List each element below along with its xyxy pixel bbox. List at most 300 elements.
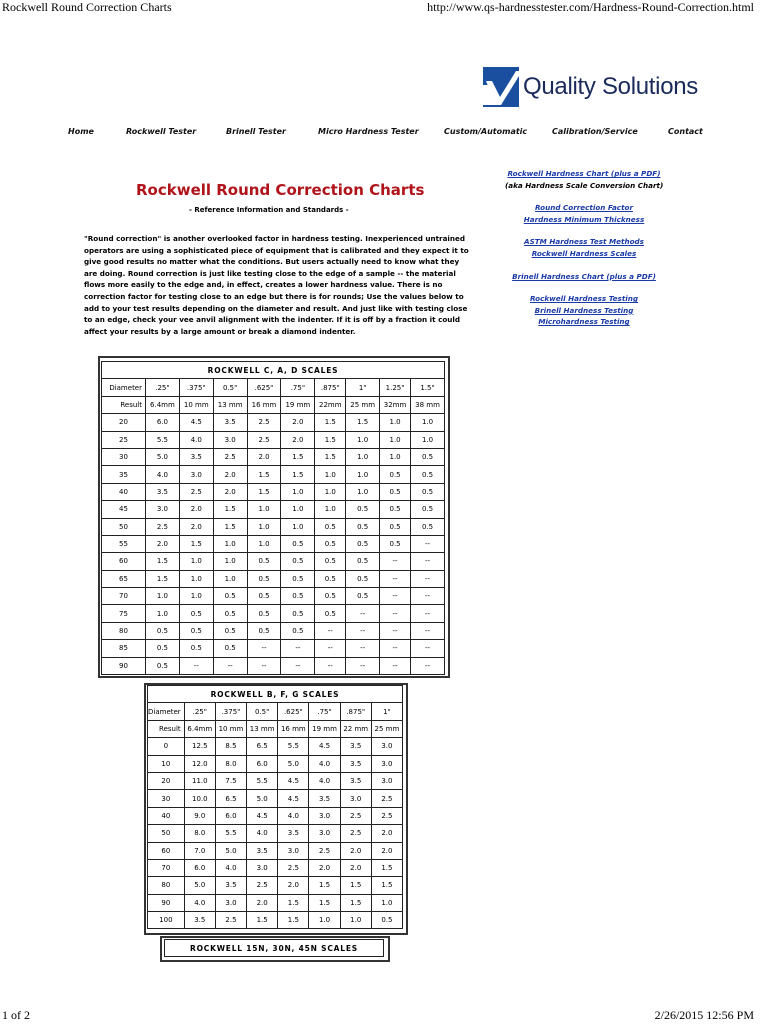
result-value-cell: 40: [102, 483, 146, 500]
nav-micro-hardness-tester[interactable]: Micro Hardness Tester: [318, 127, 419, 136]
correction-value-cell: 1.5: [281, 448, 315, 465]
diameter-header-cell: .75": [281, 379, 315, 396]
correction-value-cell: 0.5: [146, 657, 180, 674]
correction-value-cell: 6.0: [146, 414, 180, 431]
correction-value-cell: 0.5: [411, 518, 445, 535]
correction-value-cell: 0.5: [146, 640, 180, 657]
correction-value-cell: 2.5: [371, 807, 402, 824]
correction-value-cell: 1.0: [371, 894, 402, 911]
correction-value-cell: 3.5: [213, 414, 247, 431]
correction-value-cell: 3.0: [179, 466, 213, 483]
correction-value-cell: 0.5: [315, 535, 346, 552]
result-value-cell: 70: [102, 588, 146, 605]
correction-value-cell: 1.0: [315, 501, 346, 518]
correction-value-cell: 0.5: [213, 640, 247, 657]
correction-value-cell: 9.0: [184, 807, 215, 824]
related-links: [505, 168, 663, 328]
correction-value-cell: --: [380, 657, 411, 674]
result-value-cell: 50: [102, 518, 146, 535]
result-value-cell: 20: [102, 414, 146, 431]
correction-value-cell: 3.5: [340, 755, 371, 772]
result-value-cell: 55: [102, 535, 146, 552]
table-title-row: [102, 362, 445, 379]
correction-value-cell: 5.5: [278, 738, 309, 755]
diameter-header-cell: .625": [278, 703, 309, 720]
table-row: [102, 570, 445, 587]
table-row: [102, 622, 445, 639]
correction-value-cell: 3.0: [340, 790, 371, 807]
brand-logo[interactable]: [483, 67, 713, 109]
correction-value-cell: 1.0: [179, 588, 213, 605]
correction-value-cell: 1.0: [213, 535, 247, 552]
correction-value-cell: 2.0: [371, 842, 402, 859]
correction-value-cell: 6.0: [247, 755, 278, 772]
correction-value-cell: 0.5: [411, 501, 445, 518]
correction-value-cell: 4.0: [179, 431, 213, 448]
correction-value-cell: 2.0: [278, 877, 309, 894]
mm-row: [148, 720, 403, 737]
table-row: [102, 414, 445, 431]
correction-value-cell: 3.5: [215, 877, 246, 894]
correction-value-cell: 0.5: [411, 448, 445, 465]
table-title: ROCKWELL C, A, D SCALES: [102, 362, 445, 379]
diameter-row: [148, 703, 403, 720]
link-brinell-hardness-testing[interactable]: Brinell Hardness Testing: [534, 305, 634, 315]
diameter-header-cell: .375": [179, 379, 213, 396]
correction-value-cell: 4.5: [278, 772, 309, 789]
table-row: [102, 605, 445, 622]
print-footer-timestamp: 2/26/2015 12:56 PM: [654, 1008, 754, 1022]
table-row: [148, 912, 403, 929]
diameter-header-cell: .25": [184, 703, 215, 720]
correction-value-cell: 1.0: [346, 483, 380, 500]
correction-value-cell: 4.5: [247, 807, 278, 824]
correction-value-cell: 1.0: [179, 570, 213, 587]
correction-value-cell: --: [411, 622, 445, 639]
correction-value-cell: 1.5: [315, 448, 346, 465]
table-row: [148, 790, 403, 807]
correction-value-cell: 2.0: [213, 483, 247, 500]
correction-value-cell: 3.5: [247, 842, 278, 859]
correction-value-cell: 1.5: [179, 535, 213, 552]
correction-value-cell: 2.0: [340, 859, 371, 876]
table-row: [102, 483, 445, 500]
link-round-correction-factor[interactable]: Round Correction Factor: [534, 203, 633, 213]
correction-value-cell: 12.0: [184, 755, 215, 772]
correction-value-cell: 1.5: [309, 894, 340, 911]
correction-value-cell: 1.5: [146, 570, 180, 587]
correction-value-cell: 0.5: [315, 518, 346, 535]
correction-value-cell: 0.5: [247, 588, 281, 605]
table-row: [148, 807, 403, 824]
correction-value-cell: 3.0: [146, 501, 180, 518]
correction-value-cell: --: [380, 605, 411, 622]
correction-value-cell: 1.0: [380, 448, 411, 465]
correction-value-cell: 8.5: [215, 738, 246, 755]
correction-value-cell: 3.0: [213, 431, 247, 448]
correction-value-cell: 0.5: [213, 605, 247, 622]
correction-value-cell: --: [411, 657, 445, 674]
correction-value-cell: 2.5: [247, 877, 278, 894]
mm-header-cell: 32mm: [380, 396, 411, 413]
correction-value-cell: --: [346, 622, 380, 639]
result-value-cell: 75: [102, 605, 146, 622]
correction-value-cell: --: [346, 657, 380, 674]
correction-value-cell: 1.0: [340, 912, 371, 929]
checkmark-logo-icon: [483, 67, 519, 107]
correction-value-cell: 1.5: [247, 912, 278, 929]
correction-value-cell: 1.0: [146, 588, 180, 605]
correction-value-cell: 2.5: [278, 859, 309, 876]
correction-value-cell: 3.0: [247, 859, 278, 876]
nav-calibration-service[interactable]: Calibration/Service: [552, 127, 638, 136]
result-value-cell: 80: [102, 622, 146, 639]
result-value-cell: 30: [102, 448, 146, 465]
result-value-cell: 70: [148, 859, 185, 876]
correction-value-cell: 0.5: [371, 912, 402, 929]
result-value-cell: 90: [148, 894, 185, 911]
correction-value-cell: 0.5: [315, 553, 346, 570]
correction-value-cell: --: [346, 640, 380, 657]
correction-value-cell: 5.0: [247, 790, 278, 807]
correction-value-cell: --: [179, 657, 213, 674]
mm-header-cell: 19 mm: [281, 396, 315, 413]
correction-value-cell: 1.0: [179, 553, 213, 570]
correction-value-cell: 1.0: [346, 448, 380, 465]
correction-value-cell: --: [380, 553, 411, 570]
result-value-cell: 0: [148, 738, 185, 755]
correction-value-cell: 4.0: [278, 807, 309, 824]
result-value-cell: 50: [148, 825, 185, 842]
correction-value-cell: --: [411, 605, 445, 622]
correction-value-cell: 5.5: [146, 431, 180, 448]
table-row: [148, 859, 403, 876]
result-value-cell: 45: [102, 501, 146, 518]
mm-header-cell: 16 mm: [278, 720, 309, 737]
correction-value-cell: 0.5: [179, 640, 213, 657]
link-rockwell-hardness-chart[interactable]: Rockwell Hardness Chart (plus a PDF): [507, 169, 661, 178]
correction-value-cell: --: [315, 657, 346, 674]
correction-value-cell: 1.5: [247, 483, 281, 500]
correction-value-cell: 1.0: [346, 431, 380, 448]
correction-value-cell: 2.0: [281, 431, 315, 448]
correction-value-cell: 6.5: [247, 738, 278, 755]
table-row: [148, 894, 403, 911]
mm-header-cell: 6.4mm: [146, 396, 180, 413]
nav-brinell-tester[interactable]: Brinell Tester: [226, 127, 286, 136]
diameter-header-cell: .875": [315, 379, 346, 396]
correction-value-cell: 0.5: [346, 588, 380, 605]
page-subtitle: - Reference Information and Standards -: [189, 206, 349, 214]
main-nav: [0, 127, 768, 141]
correction-value-cell: 4.5: [278, 790, 309, 807]
correction-value-cell: 5.5: [247, 772, 278, 789]
correction-value-cell: 3.5: [340, 772, 371, 789]
print-header-title: Rockwell Round Correction Charts: [2, 0, 172, 14]
correction-value-cell: 0.5: [247, 605, 281, 622]
correction-value-cell: 1.5: [346, 414, 380, 431]
correction-value-cell: 2.0: [146, 535, 180, 552]
nav-rockwell-tester[interactable]: Rockwell Tester: [126, 127, 197, 136]
correction-value-cell: --: [411, 553, 445, 570]
mm-header-cell: 25 mm: [346, 396, 380, 413]
correction-value-cell: --: [411, 588, 445, 605]
correction-value-cell: 1.5: [315, 431, 346, 448]
correction-value-cell: 1.5: [340, 894, 371, 911]
table-row: [102, 518, 445, 535]
result-value-cell: 90: [102, 657, 146, 674]
correction-value-cell: 3.5: [340, 738, 371, 755]
diameter-header-cell: 0.5": [213, 379, 247, 396]
correction-value-cell: 0.5: [380, 501, 411, 518]
result-value-cell: 60: [148, 842, 185, 859]
table-row: [102, 588, 445, 605]
correction-value-cell: 3.0: [371, 755, 402, 772]
correction-value-cell: 2.5: [340, 825, 371, 842]
correction-value-cell: 2.0: [281, 414, 315, 431]
table-row: [102, 448, 445, 465]
correction-value-cell: 2.5: [247, 414, 281, 431]
correction-value-cell: --: [411, 570, 445, 587]
rockwell-bfg-table: [147, 685, 403, 929]
result-label: Result: [148, 720, 185, 737]
correction-value-cell: 0.5: [281, 535, 315, 552]
result-value-cell: 80: [148, 877, 185, 894]
correction-value-cell: --: [281, 657, 315, 674]
correction-value-cell: 0.5: [213, 622, 247, 639]
mm-header-cell: 10 mm: [215, 720, 246, 737]
result-label: Result: [102, 396, 146, 413]
diameter-header-cell: 1.5": [411, 379, 445, 396]
correction-value-cell: 0.5: [247, 570, 281, 587]
correction-value-cell: 3.0: [371, 738, 402, 755]
nav-contact[interactable]: Contact: [668, 127, 703, 136]
correction-value-cell: 0.5: [411, 466, 445, 483]
table-row: [102, 431, 445, 448]
correction-value-cell: 0.5: [315, 605, 346, 622]
correction-value-cell: 1.0: [146, 605, 180, 622]
correction-value-cell: 2.0: [340, 842, 371, 859]
correction-value-cell: 1.5: [340, 877, 371, 894]
correction-value-cell: 0.5: [281, 605, 315, 622]
correction-value-cell: 4.0: [309, 755, 340, 772]
correction-value-cell: 0.5: [380, 535, 411, 552]
correction-value-cell: 2.0: [247, 894, 278, 911]
correction-value-cell: 3.5: [309, 790, 340, 807]
correction-value-cell: 2.5: [309, 842, 340, 859]
intro-paragraph: "Round correction" is another overlooked factor in hardness testing. Inexperienced untrained operators are using a sophisticated piece of equipment that is calibrated and they expect it to give good results no matter what the conditions. But users actually need to know what they are doing. Round correction is just like testing close to the edge of a sample -- the material flows more easily to the edge and, in effect, creates a lower hardness value. There is no correction factor for testing close to an edge but there is for rounds; Use the values below to add to your test results depending on the diameter and result. And just like with testing close to an edge, check your vee anvil alignment with the indenter. If it is off by a fraction it could affect your results by a large amount or break a diamond indenter.: [84, 234, 469, 336]
correction-value-cell: --: [281, 640, 315, 657]
correction-value-cell: 1.0: [281, 501, 315, 518]
correction-value-cell: 3.0: [309, 807, 340, 824]
diameter-header-cell: 1": [346, 379, 380, 396]
correction-value-cell: 0.5: [247, 622, 281, 639]
diameter-header-cell: 1": [371, 703, 402, 720]
correction-value-cell: 11.0: [184, 772, 215, 789]
correction-value-cell: 2.5: [146, 518, 180, 535]
correction-value-cell: 0.5: [380, 518, 411, 535]
correction-value-cell: 3.5: [146, 483, 180, 500]
correction-value-cell: 5.0: [184, 877, 215, 894]
diameter-header-cell: .75": [309, 703, 340, 720]
link-astm-hardness-test-methods[interactable]: ASTM Hardness Test Methods: [524, 237, 644, 247]
link-hardness-minimum-thickness[interactable]: Hardness Minimum Thickness: [523, 214, 645, 224]
correction-value-cell: 2.0: [247, 448, 281, 465]
table-row: [148, 825, 403, 842]
correction-value-cell: 1.5: [278, 894, 309, 911]
correction-value-cell: 2.0: [179, 518, 213, 535]
mm-header-cell: 10 mm: [179, 396, 213, 413]
correction-value-cell: 0.5: [281, 553, 315, 570]
correction-value-cell: --: [213, 657, 247, 674]
table-row: [148, 842, 403, 859]
result-value-cell: 60: [102, 553, 146, 570]
table-row: [148, 738, 403, 755]
correction-value-cell: --: [315, 640, 346, 657]
diameter-label: Diameter: [148, 703, 185, 720]
correction-value-cell: 0.5: [247, 553, 281, 570]
mm-header-cell: 19 mm: [309, 720, 340, 737]
correction-value-cell: 0.5: [346, 553, 380, 570]
correction-value-cell: 0.5: [281, 570, 315, 587]
diameter-header-cell: .625": [247, 379, 281, 396]
correction-value-cell: 0.5: [380, 466, 411, 483]
correction-value-cell: 8.0: [184, 825, 215, 842]
link-brinell-hardness-chart[interactable]: Brinell Hardness Chart (plus a PDF): [512, 271, 656, 281]
correction-value-cell: 5.0: [278, 755, 309, 772]
nav-custom-automatic[interactable]: Custom/Automatic: [444, 127, 528, 136]
correction-value-cell: 2.5: [340, 807, 371, 824]
correction-value-cell: 10.0: [184, 790, 215, 807]
correction-value-cell: 5.0: [146, 448, 180, 465]
result-value-cell: 65: [102, 570, 146, 587]
correction-value-cell: 3.0: [215, 894, 246, 911]
correction-value-cell: 4.0: [146, 466, 180, 483]
result-value-cell: 20: [148, 772, 185, 789]
correction-value-cell: 1.0: [380, 431, 411, 448]
correction-value-cell: 1.0: [247, 535, 281, 552]
correction-value-cell: 6.0: [215, 807, 246, 824]
correction-value-cell: 0.5: [179, 622, 213, 639]
correction-value-cell: 0.5: [146, 622, 180, 639]
correction-value-cell: 1.0: [315, 466, 346, 483]
diameter-row: [102, 379, 445, 396]
link-microhardness-testing[interactable]: Microhardness Testing: [538, 317, 630, 327]
correction-value-cell: 4.0: [184, 894, 215, 911]
table-row: [102, 553, 445, 570]
mm-header-cell: 13 mm: [213, 396, 247, 413]
correction-value-cell: 1.5: [278, 912, 309, 929]
correction-value-cell: 5.5: [215, 825, 246, 842]
correction-value-cell: 2.5: [179, 483, 213, 500]
correction-value-cell: 3.0: [371, 772, 402, 789]
correction-value-cell: 1.0: [411, 414, 445, 431]
diameter-header-cell: .375": [215, 703, 246, 720]
correction-value-cell: 0.5: [281, 588, 315, 605]
diameter-header-cell: 1.25": [380, 379, 411, 396]
table-n-title: ROCKWELL 15N, 30N, 45N SCALES: [165, 940, 384, 957]
correction-value-cell: 1.0: [213, 553, 247, 570]
correction-value-cell: 4.0: [309, 772, 340, 789]
correction-value-cell: --: [380, 588, 411, 605]
correction-value-cell: 3.0: [309, 825, 340, 842]
print-footer-page: 1 of 2: [2, 1008, 30, 1022]
correction-value-cell: 0.5: [346, 501, 380, 518]
mm-header-cell: 6.4mm: [184, 720, 215, 737]
print-header-url: http://www.qs-hardnesstester.com/Hardness-Round-Correction.html: [427, 0, 754, 14]
table-title-row: [148, 686, 403, 703]
correction-value-cell: 1.0: [281, 518, 315, 535]
correction-value-cell: 1.0: [213, 570, 247, 587]
correction-value-cell: 1.0: [346, 466, 380, 483]
table-row: [148, 772, 403, 789]
link-note-aka: (aka Hardness Scale Conversion Chart): [505, 180, 664, 190]
correction-value-cell: 2.0: [371, 825, 402, 842]
correction-value-cell: 0.5: [346, 518, 380, 535]
table-row: [148, 755, 403, 772]
correction-value-cell: 0.5: [281, 622, 315, 639]
page-title: Rockwell Round Correction Charts: [136, 181, 425, 199]
correction-value-cell: 0.5: [380, 483, 411, 500]
mm-header-cell: 22mm: [315, 396, 346, 413]
rockwell-n-table: [164, 939, 384, 957]
correction-value-cell: 1.5: [247, 466, 281, 483]
table-row: [102, 535, 445, 552]
correction-value-cell: 2.0: [309, 859, 340, 876]
correction-value-cell: 1.5: [146, 553, 180, 570]
correction-value-cell: 1.5: [309, 877, 340, 894]
mm-row: [102, 396, 445, 413]
correction-value-cell: 7.0: [184, 842, 215, 859]
correction-value-cell: 2.0: [179, 501, 213, 518]
table-row: [148, 877, 403, 894]
result-value-cell: 100: [148, 912, 185, 929]
correction-value-cell: --: [411, 535, 445, 552]
result-value-cell: 85: [102, 640, 146, 657]
correction-value-cell: 1.0: [247, 501, 281, 518]
correction-value-cell: --: [247, 657, 281, 674]
correction-value-cell: 1.5: [281, 466, 315, 483]
correction-value-cell: 2.0: [213, 466, 247, 483]
correction-value-cell: 6.0: [184, 859, 215, 876]
correction-value-cell: --: [315, 622, 346, 639]
correction-value-cell: 7.5: [215, 772, 246, 789]
correction-value-cell: 1.0: [380, 414, 411, 431]
nav-home[interactable]: Home: [68, 127, 94, 136]
correction-value-cell: 0.5: [315, 570, 346, 587]
mm-header-cell: 25 mm: [371, 720, 402, 737]
table-row: [102, 466, 445, 483]
mm-header-cell: 22 mm: [340, 720, 371, 737]
table-title: ROCKWELL B, F, G SCALES: [148, 686, 403, 703]
link-rockwell-hardness-testing[interactable]: Rockwell Hardness Testing: [530, 294, 638, 304]
correction-value-cell: 2.5: [247, 431, 281, 448]
correction-value-cell: 0.5: [346, 570, 380, 587]
correction-value-cell: --: [380, 622, 411, 639]
diameter-label: Diameter: [102, 379, 146, 396]
mm-header-cell: 13 mm: [247, 720, 278, 737]
mm-header-cell: 16 mm: [247, 396, 281, 413]
rockwell-cad-table: [101, 361, 445, 675]
correction-value-cell: 1.0: [247, 518, 281, 535]
link-rockwell-hardness-scales[interactable]: Rockwell Hardness Scales: [531, 248, 637, 258]
result-value-cell: 30: [148, 790, 185, 807]
mm-header-cell: 38 mm: [411, 396, 445, 413]
correction-value-cell: 12.5: [184, 738, 215, 755]
correction-value-cell: 1.5: [371, 877, 402, 894]
correction-value-cell: 3.5: [184, 912, 215, 929]
table-row: [102, 501, 445, 518]
